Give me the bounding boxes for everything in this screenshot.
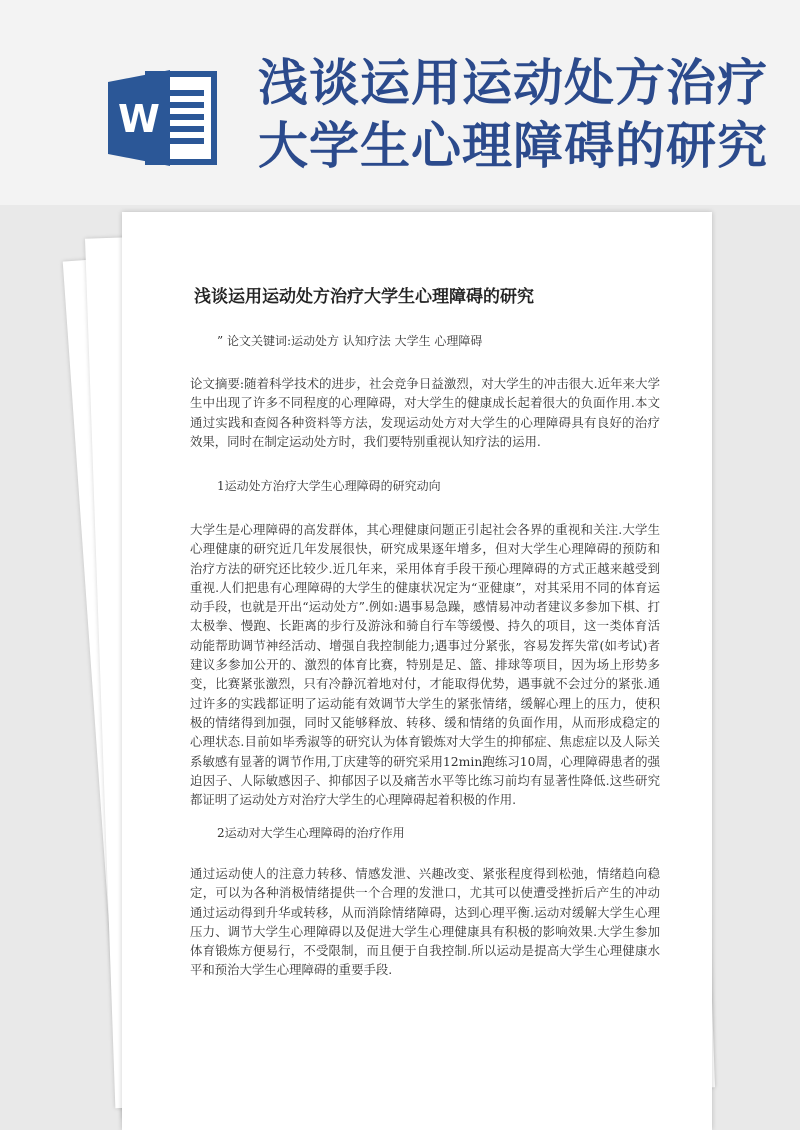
svg-text:W: W: [118, 97, 160, 141]
banner-title: 浅谈运用运动处方治疗大学生心理障碍的研究: [258, 54, 768, 175]
section-2-heading: 2运动对大学生心理障碍的治疗作用: [217, 826, 405, 840]
keywords-line: ” 论文关键词:运动处方 认知疗法 大学生 心理障碍: [217, 334, 483, 348]
word-document-icon: [108, 70, 218, 166]
document-page: [122, 212, 712, 1130]
section-1-body: 大学生是心理障碍的高发群体，其心理健康问题正引起社会各界的重视和关注.大学生心理健康的研究近几年发展很快，研究成果逐年增多，但对大学生心理障碍的预防和治疗方法的研究还比较少.近几年来，采用体育手段干预心理障碍的方式正越来越受到重视.人们把患有心理障碍的大学生的健康状况定为“亚健康”，对其采用不同的体育运动手段，也就是开出“运动处方”.例如:遇事易急躁，感情易冲动者建议多参加下棋、打太极拳、慢跑、长距离的步行及游泳和骑自行车等缓慢、持久的项目，这一类体育活动能帮助调节神经活动、增强自我控制能力;遇事过分紧张，容易发挥失常(如考试)者建议多参加公开的、激烈的体育比赛，特别是足、篮、排球等项目，因为场上形势多变，比赛紧张激烈，只有冷静沉着地对付，才能取得优势，遇事就不会过分的紧张.通过许多的实践都证明了运动能有效调节大学生的紧张情绪，缓解心理上的压力，使积极的情绪得到加强，同时又能够释放、转移、缓和情绪的负面作用，从而形成稳定的心理状态.目前如毕秀淑等的研究认为体育锻炼对大学生的抑郁症、焦虑症以及人际关系敏感有显著的调节作用,丁庆建等的研究采用12min跑练习10周，心理障碍患者的强迫因子、人际敏感因子、抑郁因子以及痛苦水平等比练习前均有显著性降低.这些研究都证明了运动处方对治疗大学生的心理障碍起着积极的作用.: [190, 522, 660, 808]
header-banner: [0, 0, 800, 205]
section-1-heading: 1运动处方治疗大学生心理障碍的研究动向: [217, 479, 441, 493]
abstract-paragraph: 论文摘要:随着科学技术的进步，社会竞争日益激烈，对大学生的冲击很大.近年来大学生中出现了许多不同程度的心理障碍，对大学生的健康成长起着很大的负面作用.本文通过实践和查阅各种资料等方法，发现运动处方对大学生的心理障碍具有良好的治疗效果，同时在制定运动处方时，我们要特别重视认知疗法的运用.: [190, 376, 660, 449]
document-title: 浅谈运用运动处方治疗大学生心理障碍的研究: [194, 287, 534, 307]
section-2-body: 通过运动使人的注意力转移、情感发泄、兴趣改变、紧张程度得到松弛，情绪趋向稳定，可以为各种消极情绪提供一个合理的发泄口，尤其可以使遭受挫折后产生的冲动通过运动得到升华或转移，从而消除情绪障碍，达到心理平衡.运动对缓解大学生心理压力、调节大学生心理障碍以及促进大学生心理健康具有积极的影响效果.大学生参加体育锻炼方便易行，不受限制，而且便于自我控制.所以运动是提高大学生心理健康水平和预治大学生心理障碍的重要手段.: [190, 866, 660, 978]
